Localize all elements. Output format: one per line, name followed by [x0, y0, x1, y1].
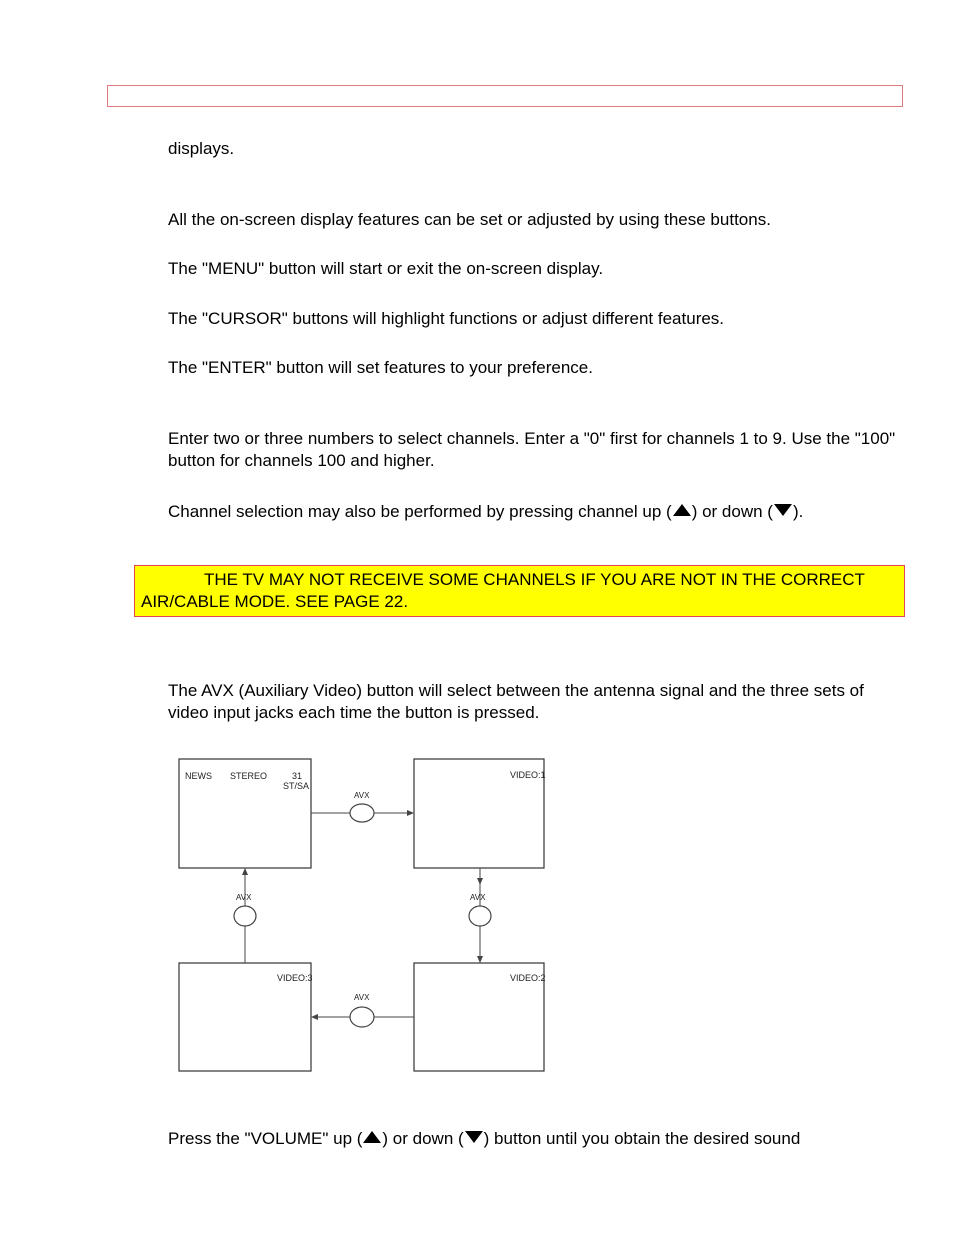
video3-label: VIDEO:3 — [277, 973, 313, 983]
intro-fragment: displays. — [168, 139, 235, 158]
menu-intro-text: All the on-screen display features can be set or adjusted by using these buttons. — [168, 210, 771, 229]
tv-mode-label: ST/SA — [283, 781, 310, 791]
avx-button-icon — [350, 804, 374, 822]
channel-updown-start: Channel selection may also be performed by pressing channel up ( — [168, 502, 672, 521]
volume-text-end: ) button until you obtain the desired sound — [483, 1129, 801, 1148]
channel-updown-text — [168, 501, 908, 523]
channel-entry-text: Enter two or three numbers to select channels. Enter a "0" first for channels 1 to 9. Use the "100" button for channels 100 and higher. — [168, 429, 896, 470]
header-bar — [107, 85, 903, 107]
volume-text-middle: ) or down ( — [382, 1129, 464, 1148]
warning-text: THE TV MAY NOT RECEIVE SOME CHANNELS IF YOU ARE NOT IN THE CORRECT AIR/CABLE MODE. SEE PAGE 22. — [141, 570, 865, 611]
avx-button-icon — [234, 906, 256, 926]
tv-news-label: NEWS — [185, 771, 212, 781]
triangle-down-icon — [774, 504, 792, 516]
avx-label-left: AVX — [236, 893, 252, 902]
channel-updown-middle: ) or down ( — [691, 502, 773, 521]
avx-button-icon — [469, 906, 491, 926]
enter-button-text: The "ENTER" button will set features to your preference. — [168, 358, 593, 377]
triangle-up-icon — [363, 1131, 381, 1143]
triangle-down-icon — [465, 1131, 483, 1143]
volume-text — [168, 1128, 908, 1150]
video2-label: VIDEO:2 — [510, 973, 546, 983]
volume-text-start: Press the "VOLUME" up ( — [168, 1129, 363, 1148]
avx-label-bottom: AVX — [354, 993, 370, 1002]
avx-button-icon — [350, 1007, 374, 1027]
warning-box — [134, 565, 905, 617]
avx-label-top: AVX — [354, 791, 370, 800]
video1-label: VIDEO:1 — [510, 770, 546, 780]
triangle-up-icon — [673, 504, 691, 516]
cursor-button-text: The "CURSOR" buttons will highlight functions or adjust different features. — [168, 309, 725, 328]
avx-description-text: The AVX (Auxiliary Video) button will select between the antenna signal and the three sets of video input jacks each time the button is pressed. — [168, 681, 864, 722]
menu-button-text: The "MENU" button will start or exit the on-screen display. — [168, 259, 604, 278]
tv-channel-label: 31 — [292, 771, 303, 781]
avx-label-right: AVX — [470, 893, 486, 902]
avx-cycle-diagram — [168, 750, 558, 1080]
tv-stereo-label: STEREO — [230, 771, 268, 781]
channel-updown-end: ). — [792, 502, 804, 521]
